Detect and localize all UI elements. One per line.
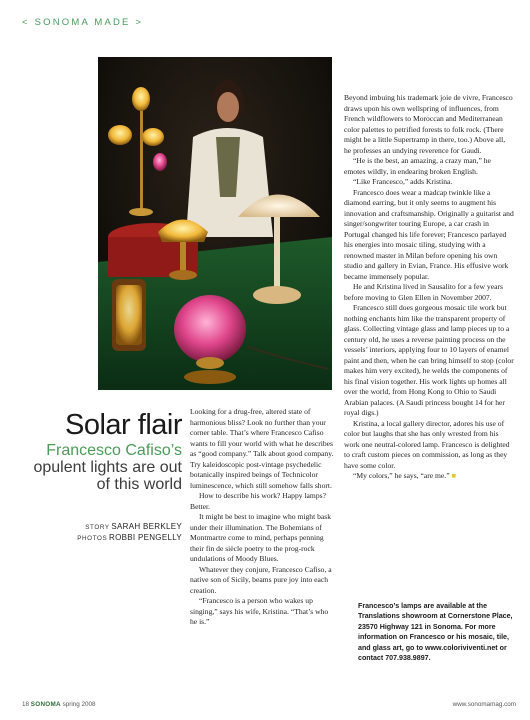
body-paragraph: Kristina, a local gallery director, adores his use of color but laughs that she has only wrested from his work one neutral-colored lamp. Francesco is delighted to craft custom pieces on commission, as long as they have some color. (344, 418, 510, 470)
photos-author: ROBBI PENGELLY (109, 533, 182, 542)
body-paragraph: How to describe his work? Happy lamps? Better. (190, 491, 326, 511)
body-paragraph: Beyond imbuing his trademark joie de vivre, Francesco draws upon his own wellspring of influences, from French wildflowers to Moroccan and Mediterranean color palettes to petrified forests to folk rock. (There might be a little Supertramp in there, too.) Above all, he professes an undying reverence for Gaudi. (344, 93, 513, 155)
body-paragraph: He and Kristina lived in Sausalito for a few years before moving to Glen Ellen in November 2007. (344, 282, 503, 302)
footer-left (22, 701, 96, 708)
issue-date: spring 2008 (62, 701, 96, 708)
body-paragraph: “Francesco is a person who wakes up singing,” says his wife, Kristina. “That’s who he is.” (190, 596, 329, 626)
end-mark-icon: ■ (451, 471, 457, 480)
section-tag: < SONOMA MADE > (22, 17, 144, 28)
photos-label: PHOTOS (77, 535, 108, 542)
headline (22, 410, 182, 493)
page-number: 18 (22, 701, 30, 708)
info-box: Francesco’s lamps are available at the Translations showroom at Cornerstone Place, 23570 Highway 121 in Sonoma. For more information on Francesco or his mosaic, tile, and glass art, go to www.coloriviventi.net or contact 707.938.9897. (358, 602, 513, 663)
closing-quote: “My colors,” he says, “are me.” (353, 471, 450, 480)
body-paragraph: Francesco still does gorgeous mosaic tile work but nothing enchants him like the transparent property of glass. Collecting vintage glass and lamp pieces up to a century old, he uses a reverse painting process on the vessels’ interiors, applying four to 10 layers of enamel paint and then, when he can bring himself to stop (color makes him very excited), he welds the components of his final vision together. His work lights up homes all over the world, from Hong Kong to Ohio to Saudi Arabian palaces. (A Saudi princess bought 14 for her royal digs.) (344, 303, 514, 417)
byline-credits (22, 522, 182, 544)
headline-title: Solar flair (65, 409, 182, 441)
headline-subtitle (22, 442, 182, 493)
article-column-right (344, 93, 514, 482)
story-author: SARAH BERKLEY (111, 522, 182, 531)
article-column-middle (190, 407, 334, 628)
subtitle-name: Francesco Cafiso’s (46, 442, 182, 459)
magazine-name: SONOMA (30, 701, 61, 708)
photo-lamps-artist-icon (98, 57, 332, 390)
footer-website: www.sonomamag.com (452, 701, 516, 708)
page-footer (22, 701, 516, 711)
feature-photo (98, 57, 332, 390)
body-paragraph-last (344, 471, 514, 482)
story-label: STORY (85, 524, 110, 531)
body-paragraph: Looking for a drug-free, altered state of harmonious bliss? Look no further than your corner table. That’s where Francesco Cafiso wants to fill your world with what he describes as “good company.” Talk about good company. Try kaleidoscopic post-vintage psychedelic botanically inspired beings of Technicolor luminescence, which still somehow falls short. (190, 407, 334, 490)
subtitle-rest: opulent lights are out of this world (33, 459, 182, 493)
body-paragraph: “He is the best, an amazing, a crazy man,” he emotes wildly, in endearing broken English. (344, 156, 491, 176)
body-paragraph: It might be best to imagine who might bask under their illumination. The Bohemians of Montmartre come to mind, perhaps penning their fin de siècle poetry to the prog-rock undulations of Moody Blues. (190, 512, 332, 563)
body-paragraph: “Like Francesco,” adds Kristina. (353, 177, 453, 186)
body-paragraph: Francesco does wear a madcap twinkle like a diamond earring, but it only seems to augment his innovation and craftsmanship. Originally a guitarist and singer/songwriter touring Europe, a car crash in Portugal changed his life forever; Francesco parlayed his energies into mosaic tiling, studying with a renowned master in Milan before opening his own studio and gallery in Evian, France. His effusive work became immensely popular. (344, 187, 514, 281)
body-paragraph: Whatever they conjure, Francesco Cafiso, a native son of Sicily, beams pure joy into each creation. (190, 564, 332, 595)
